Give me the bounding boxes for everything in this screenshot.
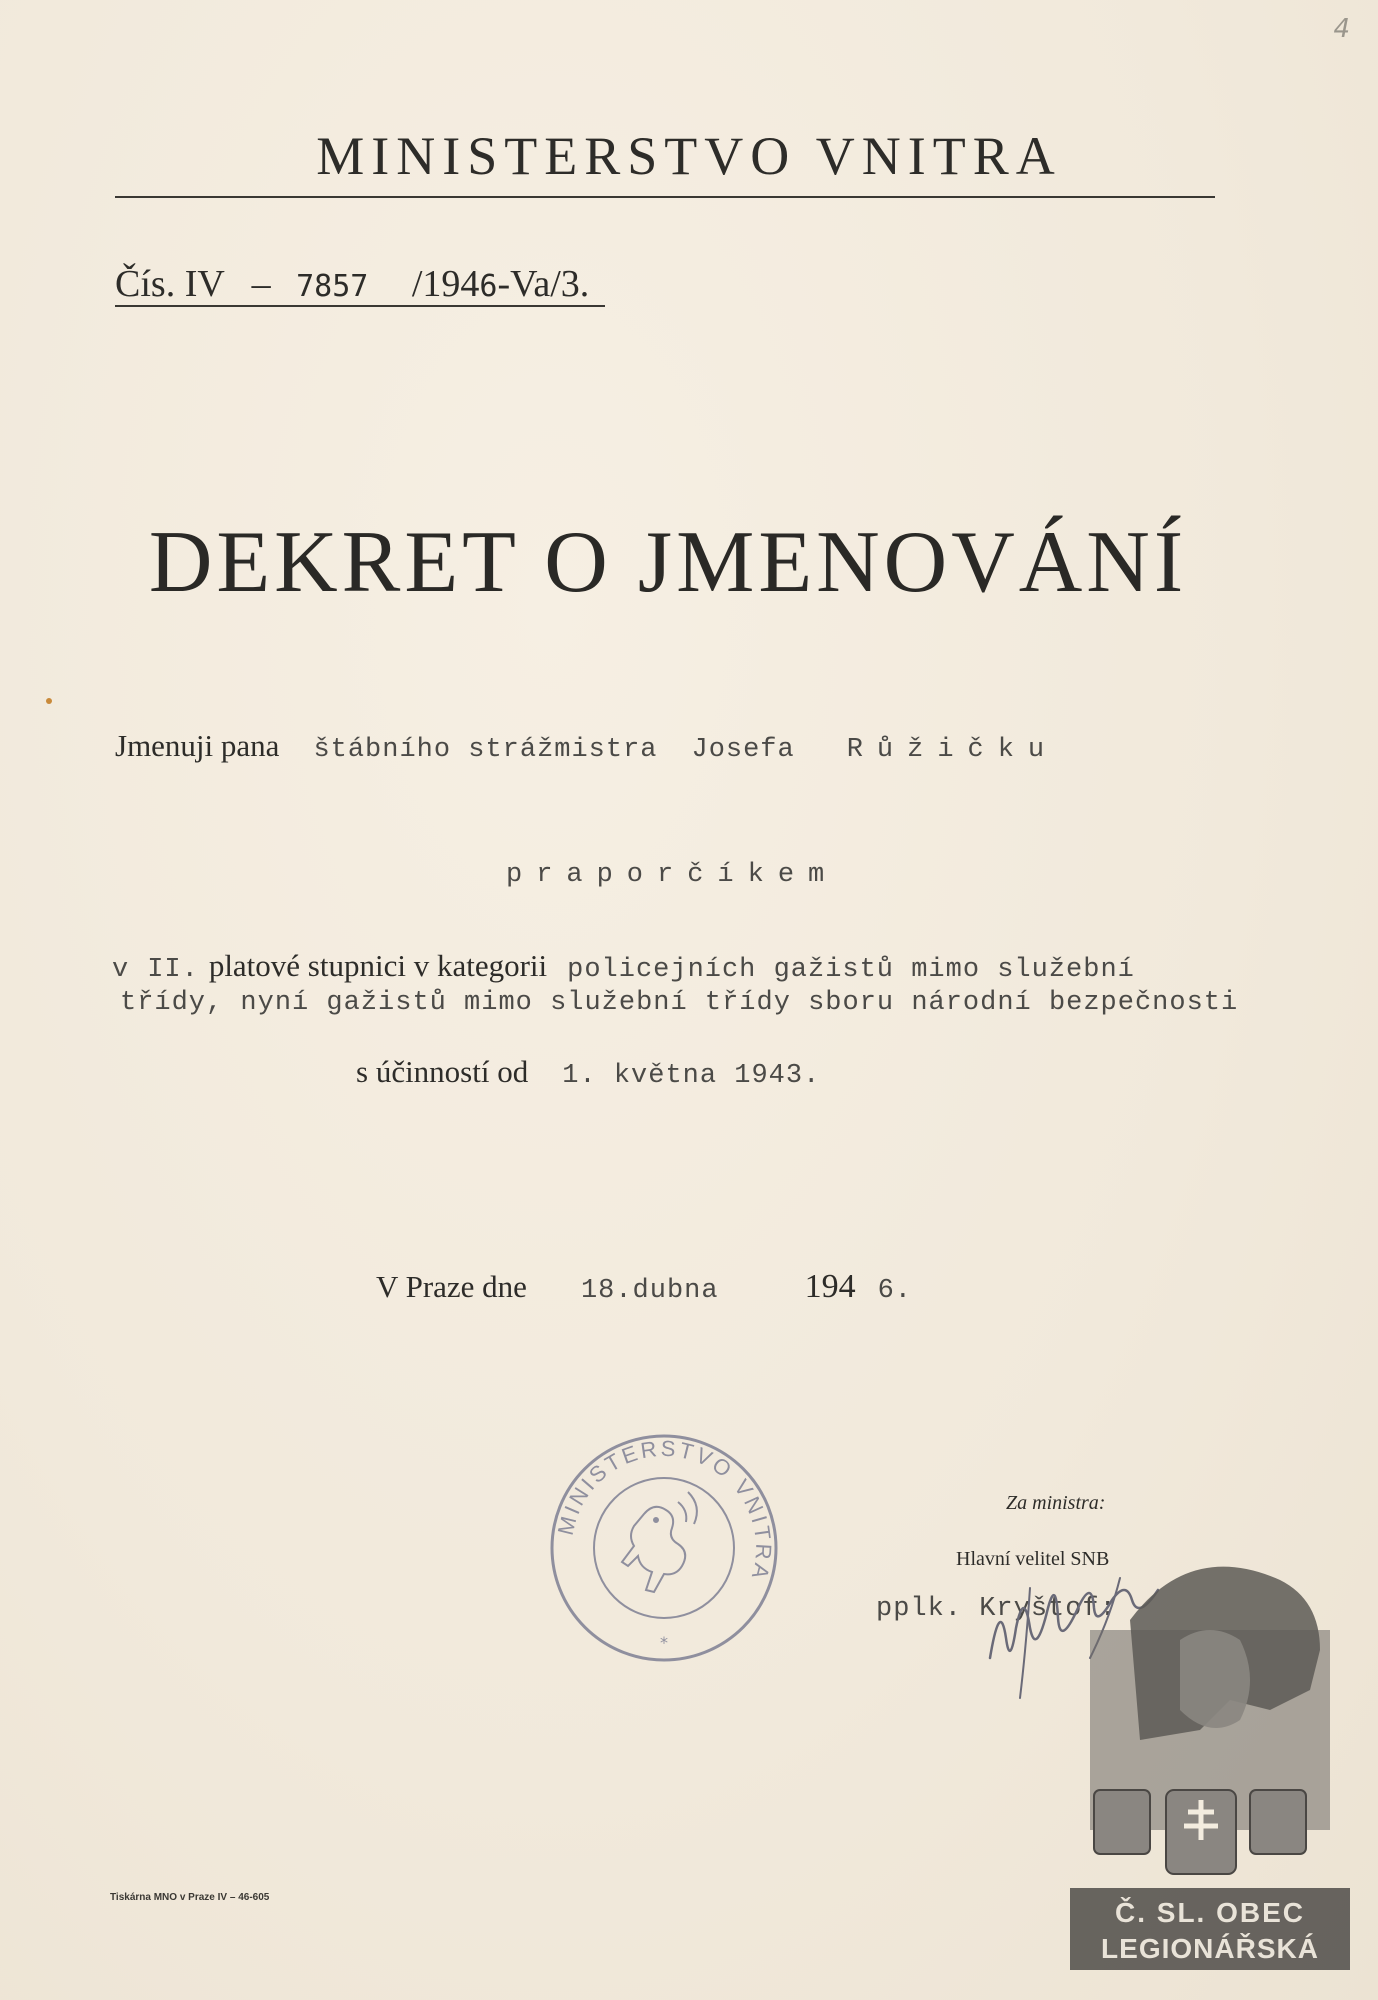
category-print: platové stupnici v kategorii <box>208 948 548 983</box>
place-date-line <box>376 1268 912 1306</box>
intro-label: Jmenuji pana <box>115 728 280 763</box>
paper-spot <box>46 698 52 704</box>
year-digit: 6. <box>877 1276 912 1306</box>
for-minister: Za ministra: <box>1006 1492 1106 1514</box>
ref-suffix: -Va/3. <box>497 263 590 305</box>
rank-name: štábního strážmistra <box>313 735 658 765</box>
ref-number: 7857 <box>296 269 369 304</box>
year-print: 194 <box>804 1268 856 1305</box>
lion-emblem-icon <box>622 1492 697 1592</box>
effective-line <box>356 1054 820 1091</box>
reference-rule <box>115 305 605 307</box>
seal-star: * <box>660 1633 668 1652</box>
ref-dash: – <box>251 263 271 305</box>
category-line-1 <box>112 948 1135 985</box>
ref-prefix: Čís. IV <box>115 263 225 305</box>
appointee-line <box>115 728 1058 765</box>
header-rule <box>115 196 1215 198</box>
signatory-name: pplk. Kryštof: <box>876 1594 1117 1624</box>
ref-slash: /194 <box>411 263 480 305</box>
reference-number <box>115 262 589 306</box>
legion-watermark-logo <box>1070 1500 1350 1970</box>
category-v: v <box>112 955 130 985</box>
surname: Růžičku <box>846 735 1059 765</box>
signatory-title: Hlavní velitel SNB <box>956 1548 1110 1570</box>
day-month: 18.dubna <box>580 1276 719 1306</box>
seal-text: MINISTERSTVO VNITRA <box>552 1435 777 1585</box>
printer-note: Tiskárna MNO v Praze IV – 46-605 <box>110 1892 270 1903</box>
category-typed-2: třídy, nyní gažistů mimo služební třídy sboru národní bezpečnosti <box>120 988 1239 1018</box>
first-name: Josefa <box>691 735 795 765</box>
ref-year-digit: 6 <box>479 269 498 304</box>
effective-date: 1. května 1943. <box>562 1061 821 1091</box>
place-label: V Praze dne <box>376 1269 527 1304</box>
watermark-line2: LEGIONÁŘSKÁ <box>1101 1933 1319 1964</box>
category-typed-1: policejních gažistů mimo služební <box>567 955 1135 985</box>
effective-label: s účinností od <box>356 1054 529 1089</box>
document-title: DEKRET O JMENOVÁNÍ <box>148 514 1188 611</box>
ministry-seal <box>548 1432 780 1664</box>
ministry-header: MINISTERSTVO VNITRA <box>316 126 1062 186</box>
grade: II. <box>147 955 199 985</box>
coat-of-arms-icon <box>1094 1790 1306 1874</box>
new-rank: praporčíkem <box>506 860 839 890</box>
page-number-note: 4 <box>1333 14 1350 44</box>
watermark-line1: Č. SL. OBEC <box>1114 1897 1306 1928</box>
